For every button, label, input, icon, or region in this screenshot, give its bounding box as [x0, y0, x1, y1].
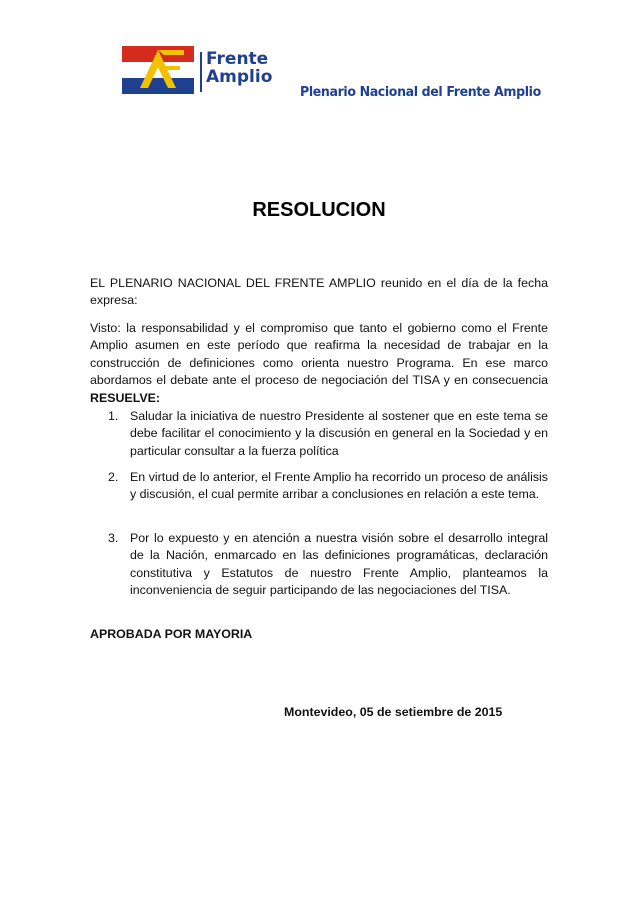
document-title: RESOLUCION [252, 199, 386, 221]
visto-text: Visto: la responsabilidad y el compromiso que tanto el gobierno como el Frente Amplio asumen en este período que reafirma la necesidad de trabajar en la construcción de definiciones como orienta nuestro Programa. En ese marco abordamos el debate ante el proceso de negociación del TISA y en consecuencia [90, 321, 548, 388]
resolution-item-1 [108, 408, 548, 460]
logo-divider [200, 52, 202, 92]
resolution-item-3 [108, 530, 548, 600]
place-date: Montevideo, 05 de setiembre de 2015 [284, 705, 503, 719]
approved-statement: APROBADA POR MAYORIA [90, 627, 253, 641]
item-text: En virtud de lo anterior, el Frente Amplio ha recorrido un proceso de análisis y discusión, el cual permite arribar a conclusiones en relación a este tema. [130, 470, 548, 502]
logo-line-1: Frente [206, 49, 269, 69]
resolution-item-2 [108, 469, 548, 504]
item-text: Saludar la iniciativa de nuestro Presidente al sostener que en este tema se debe facilitar el conocimiento y la discusión en general en la Sociedad y en particular consultar a la fuerza política [130, 409, 548, 458]
intro-paragraph: EL PLENARIO NACIONAL DEL FRENTE AMPLIO reunido en el día de la fecha expresa: [90, 276, 548, 308]
flag-emblem-icon [122, 46, 194, 94]
header-title: Plenario Nacional del Frente Amplio [300, 84, 541, 100]
item-number: 1. [108, 409, 119, 423]
visto-paragraph [90, 320, 548, 407]
item-number: 3. [108, 531, 119, 545]
logo-text [206, 50, 272, 86]
item-number: 2. [108, 470, 119, 484]
item-text: Por lo expuesto y en atención a nuestra visión sobre el desarrollo integral de la Nación, enmarcado en las definiciones programáticas, declaración constitutiva y Estatutos de nuestro Frente Amplio, planteamos la inconveniencia de seguir participando de las negociaciones del TISA. [130, 531, 548, 598]
resuelve-label: RESUELVE: [90, 390, 160, 405]
logo-line-2: Amplio [206, 67, 273, 87]
